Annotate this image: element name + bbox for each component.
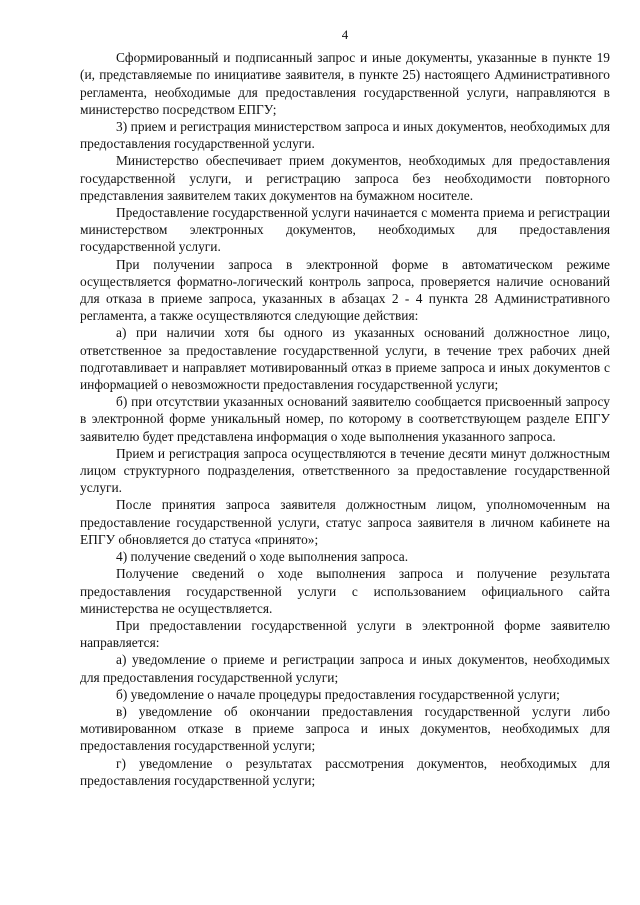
paragraph: а) при наличии хотя бы одного из указанных оснований должностное лицо, ответственное за предоставление государственной услуги, в течение трех рабочих дней подготавливает и направляет мотивированный отказ в приеме запроса и иных документов с информацией о невозможности предоставления государственной услуги; [80,325,610,393]
paragraph: Министерство обеспечивает прием документов, необходимых для предоставления государственной услуги, и регистрацию запроса без необходимости повторного представления заявителем таких документов на бумажном носителе. [80,153,610,203]
page-number: 4 [341,27,349,42]
paragraph: 4) получение сведений о ходе выполнения запроса. [116,549,409,565]
paragraph: При получении запроса в электронной форме в автоматическом режиме осуществляется форматно-логический контроль запроса, проверяется наличие оснований для отказа в приеме запроса, указанных в абзацах 2 - 4 пункта 28 Административного регламента, а также осуществляются следующие действия: [80,256,610,324]
paragraph: г) уведомление о результатах рассмотрения документов, необходимых для предоставления государственной услуги; [80,755,610,788]
paragraph: После принятия запроса заявителя должностным лицом, уполномоченным на предоставление государственной услуги, статус запроса заявителя в личном кабинете на ЕПГУ обновляется до статуса «принято»; [80,497,610,547]
document-body [80,49,610,789]
paragraph: Предоставление государственной услуги начинается с момента приема и регистрации министерством электронных документов, необходимых для предоставления государственной услуги. [80,205,610,255]
paragraph: 3) прием и регистрация министерством запроса и иных документов, необходимых для предоставления государственной услуги. [80,119,610,152]
paragraph: а) уведомление о приеме и регистрации запроса и иных документов, необходимых для предоставления государственной услуги; [80,652,610,685]
paragraph: б) при отсутствии указанных оснований заявителю сообщается присвоенный запросу в электронной форме уникальный номер, по которому в соответствующем разделе ЕПГУ заявителю будет представлена информация о ходе выполнения указанного запроса. [80,394,610,444]
paragraph: Сформированный и подписанный запрос и иные документы, указанные в пункте 19 (и, представляемые по инициативе заявителя, в пункте 25) настоящего Административного регламента, необходимые для предоставления государственной услуги, направляются в министерство посредством ЕПГУ; [80,50,610,117]
paragraph: в) уведомление об окончании предоставления государственной услуги либо мотивированном отказе в приеме запроса и иных документов, необходимых для предоставления государственной услуги; [80,703,610,754]
paragraph: Получение сведений о ходе выполнения запроса и получение результата предоставления государственной услуги с использованием официального сайта министерства не осуществляется. [80,566,610,616]
paragraph: При предоставлении государственной услуги в электронной форме заявителю направляется: [80,617,610,651]
paragraph: Прием и регистрация запроса осуществляются в течение десяти минут должностным лицом структурного подразделения, ответственного за предоставление государственной услуги. [80,445,610,496]
paragraph: б) уведомление о начале процедуры предоставления государственной услуги; [116,686,560,702]
